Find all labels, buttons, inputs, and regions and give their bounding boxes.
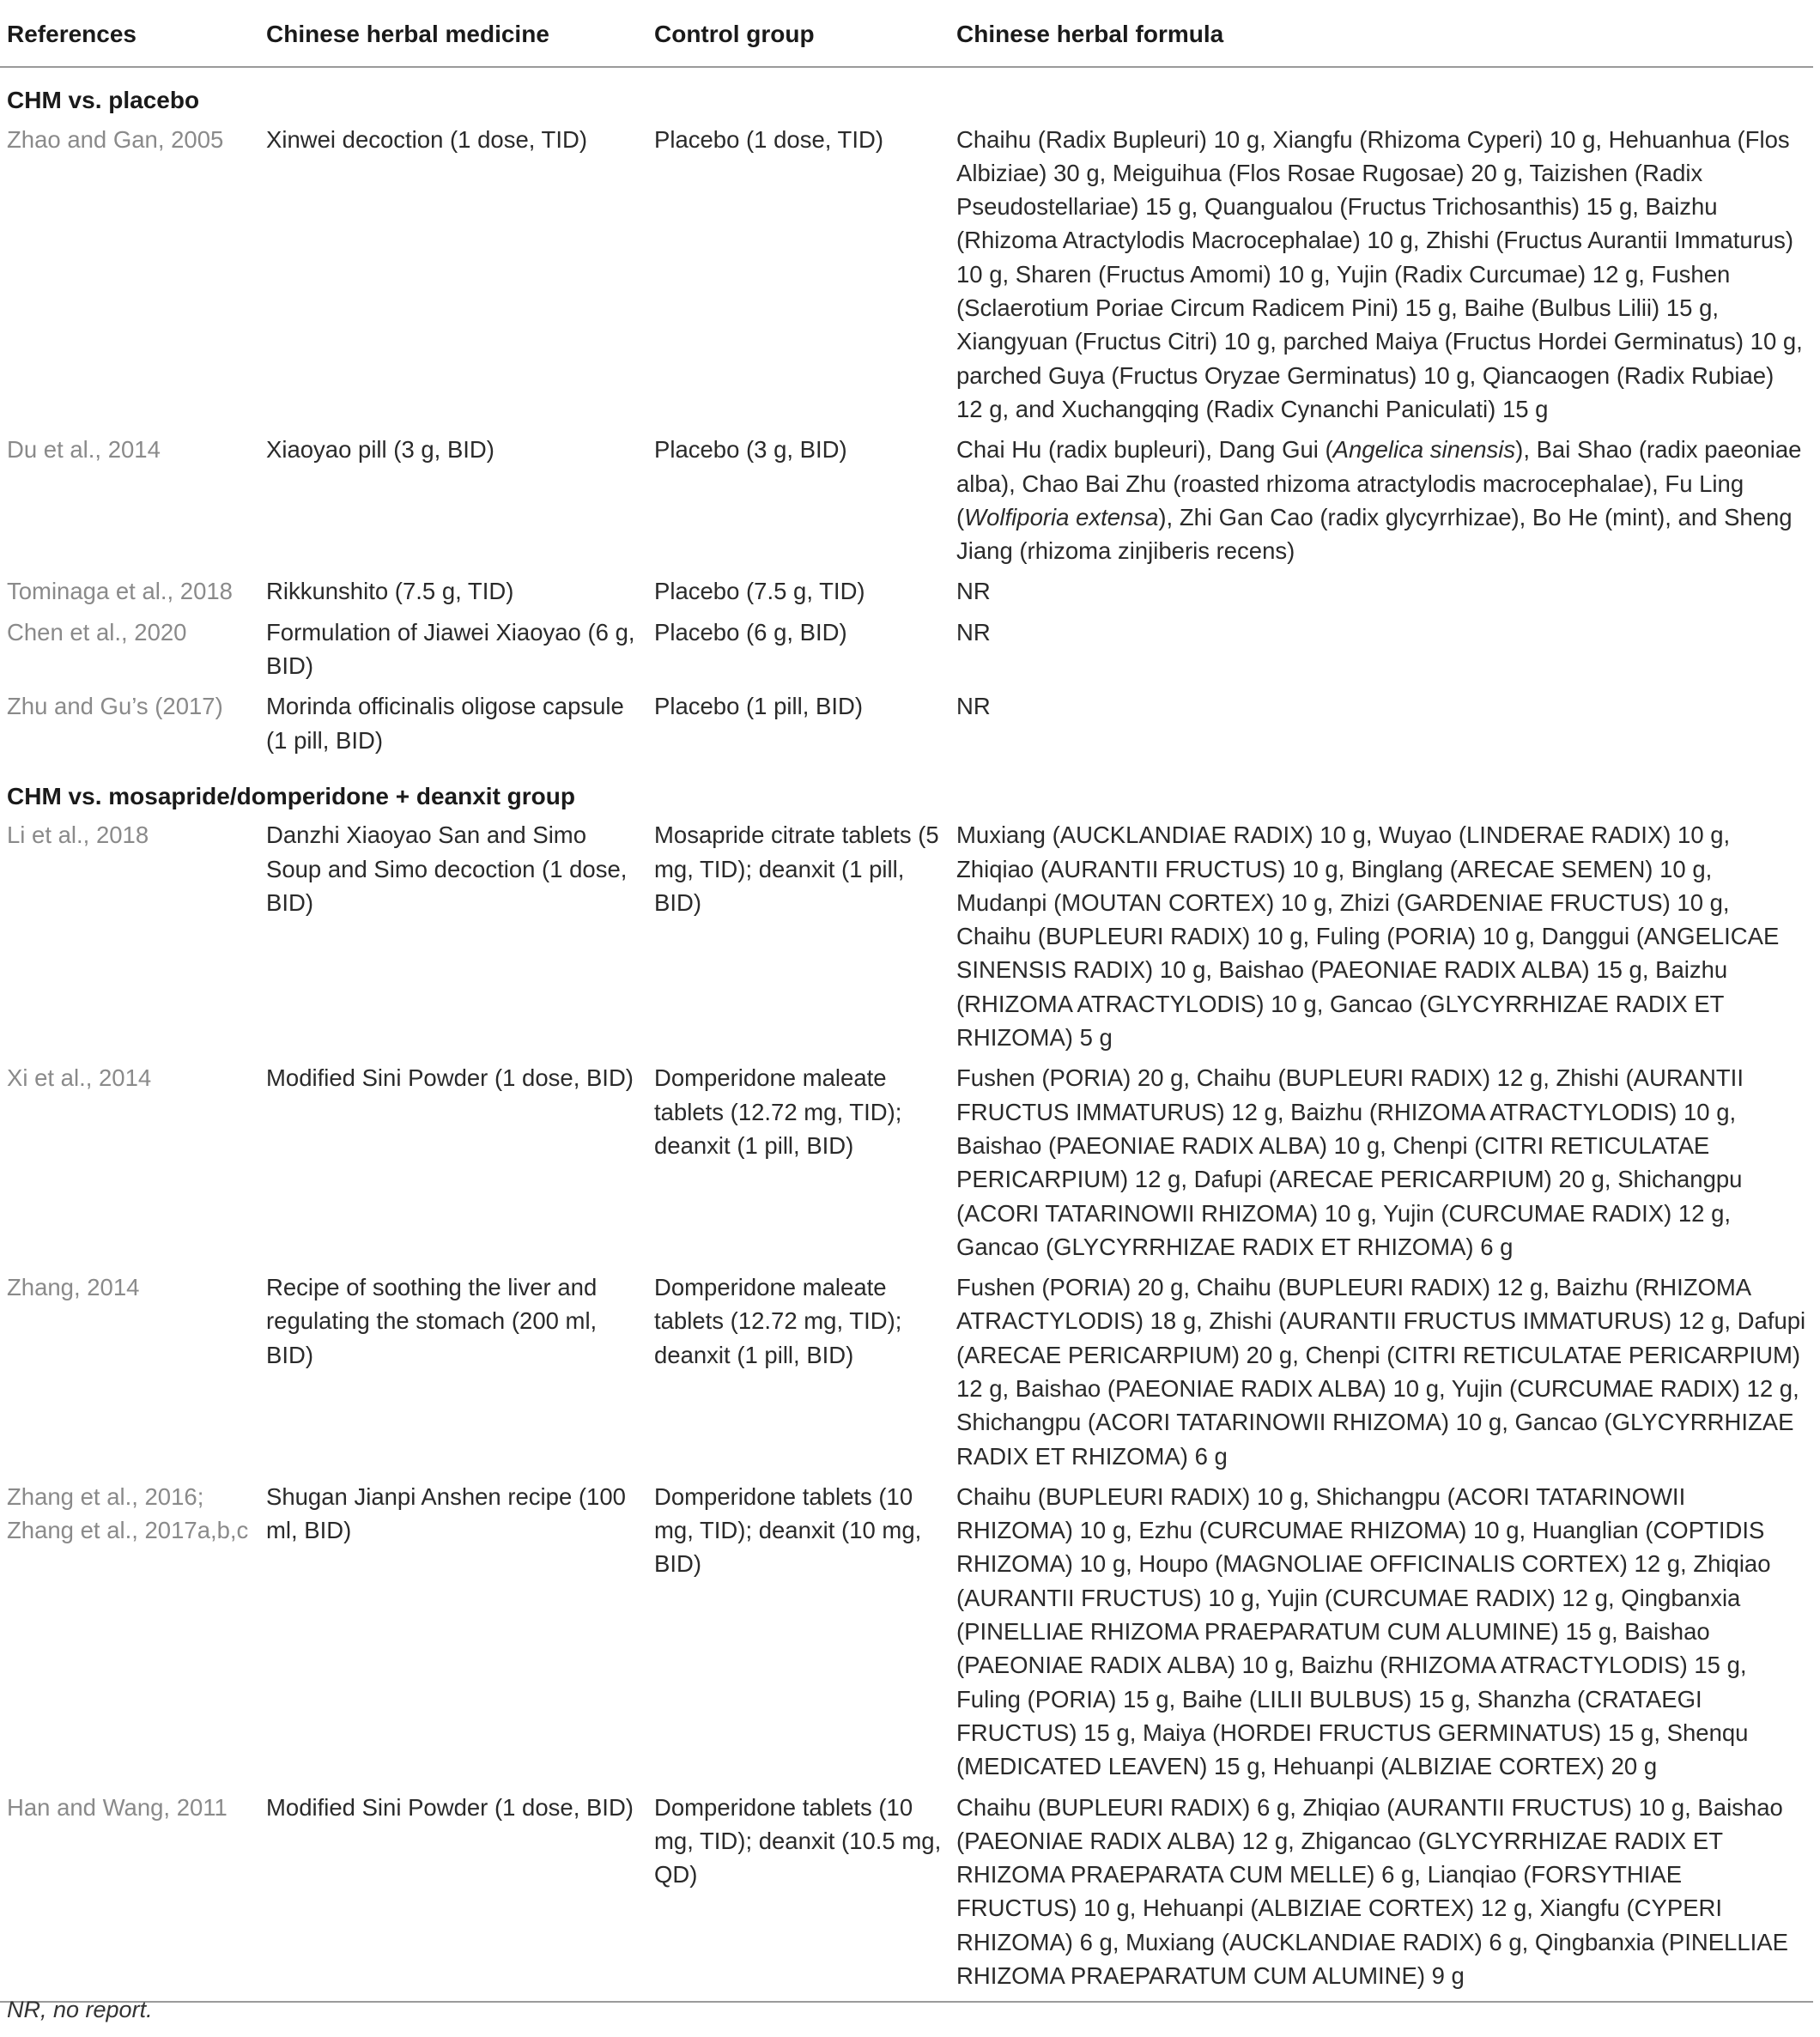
header-control-group: Control group — [647, 0, 949, 67]
table-row — [0, 1791, 1813, 2003]
group-heading-row — [0, 764, 1813, 816]
reference-cell: Li et al., 2018 — [7, 821, 149, 849]
reference-cell: Han and Wang, 2011 — [0, 1791, 259, 2003]
medicine-cell: Rikkunshito (7.5 g, TID) — [266, 578, 514, 605]
formula-text: ), Bai Shao (radix paeoniae alba), Chao Bai Zhu (roasted rhizoma atractylodis macrocephalae), Fu Ling ( — [956, 436, 1802, 530]
table-row — [0, 1061, 1813, 1270]
medicine-cell: Xiaoyao pill (3 g, BID) — [266, 436, 494, 464]
control-cell: Placebo (7.5 g, TID) — [654, 578, 865, 605]
header-chinese-herbal-formula: Chinese herbal formula — [949, 0, 1813, 67]
medicine-cell: Modified Sini Powder (1 dose, BID) — [266, 1064, 634, 1092]
table-footnote: NR, no report. — [7, 1997, 153, 2022]
group-title-chm-vs-mosapride-domperidone-deanxit: CHM vs. mosapride/domperidone + deanxit group — [7, 782, 575, 809]
formula-text: ), Zhi Gan Cao (radix glycyrrhizae), Bo He (mint), and Sheng Jiang (rhizoma zinjiberis recens) — [956, 503, 1793, 565]
control-cell: Placebo (1 pill, BID) — [654, 693, 864, 720]
formula-cell: Chaihu (BUPLEURI RADIX) 6 g, Zhiqiao (AURANTII FRUCTUS) 10 g, Baishao (PAEONIAE RADIX ALBA) 12 g, Zhigancao (GLYCYRRHIZAE RADIX ET RHIZOMA PRAEPARATA CUM MELLE) 6 g, Lianqiao (FORSYTHIAE FRUCTUS) 10 g, Hehuanpi (ALBIZIAE CORTEX) 12 g, Xiangfu (CYPERI RHIZOMA) 6 g, Muxiang (AUCKLANDIAE RADIX) 6 g, Qingbanxia (PINELLIAE RHIZOMA PRAEPARATUM CUM ALUMINE) 9 g — [949, 1791, 1813, 2003]
table-row — [0, 433, 1813, 574]
control-cell: Domperidone maleate tablets (12.72 mg, TID); deanxit (1 pill, BID) — [654, 1274, 902, 1368]
table-header-row — [0, 0, 1813, 67]
table-row — [0, 574, 1813, 615]
medicine-cell: Shugan Jianpi Anshen recipe (100 ml, BID) — [266, 1482, 626, 1544]
formula-cell: Chaihu (BUPLEURI RADIX) 10 g, Shichangpu (ACORI TATARINOWII RHIZOMA) 10 g, Ezhu (CURCUMAE RHIZOMA) 10 g, Huanglian (COPTIDIS RHIZOMA) 10 g, Houpo (MAGNOLIAE OFFICINALIS CORTEX) 12 g, Zhiqiao (AURANTII FRUCTUS) 10 g, Yujin (CURCUMAE RADIX) 12 g, Qingbanxia (PINELLIAE RHIZOMA PRAEPARATUM CUM ALUMINE) 15 g, Baishao (PAEONIAE RADIX ALBA) 10 g, Baizhu (RHIZOMA ATRACTYLODIS) 15 g, Fuling (PORIA) 15 g, Baihe (LILII BULBUS) 15 g, Shanzha (CRATAEGI FRUCTUS) 15 g, Maiya (HORDEI FRUCTUS GERMINATUS) 15 g, Shenqu (MEDICATED LEAVEN) 15 g, Hehuanpi (ALBIZIAE CORTEX) 20 g — [956, 1482, 1771, 1780]
reference-cell: Chen et al., 2020 — [7, 618, 187, 646]
control-cell: Placebo (6 g, BID) — [654, 618, 847, 646]
formula-cell: Chaihu (Radix Bupleuri) 10 g, Xiangfu (Rhizoma Cyperi) 10 g, Hehuanhua (Flos Albiziae) 30 g, Meiguihua (Flos Rosae Rugosae) 20 g, Taizishen (Radix Pseudostellariae) 15 g, Quangualou (Fructus Trichosanthis) 15 g, Baizhu (Rhizoma Atractylodis Macrocephalae) 10 g, Zhishi (Fructus Aurantii Immaturus) 10 g, Sharen (Fructus Amomi) 10 g, Yujin (Radix Curcumae) 12 g, Fushen (Sclaerotium Poriae Circum Radicem Pini) 15 g, Baihe (Bulbus Lilii) 15 g, Xiangyuan (Fructus Citri) 10 g, parched Maiya (Fructus Hordei Germinatus) 10 g, parched Guya (Fructus Oryzae Germinatus) 10 g, Qiancaogen (Radix Rubiae) 12 g, and Xuchangqing (Radix Cynanchi Paniculati) 15 g — [956, 125, 1803, 422]
control-cell: Placebo (3 g, BID) — [654, 436, 847, 464]
control-cell: Mosapride citrate tablets (5 mg, TID); deanxit (1 pill, BID) — [654, 821, 939, 916]
formula-italic-species: Wolfiporia extensa — [964, 503, 1159, 530]
table-row — [0, 816, 1813, 1061]
reference-cell: Xi et al., 2014 — [7, 1064, 152, 1092]
formula-text: Chai Hu (radix bupleuri), Dang Gui ( — [956, 436, 1333, 464]
control-cell: Domperidone tablets (10 mg, TID); deanxit (10.5 mg, QD) — [647, 1791, 949, 2003]
formula-italic-species: Angelica sinensis — [1332, 436, 1516, 464]
medicine-cell: Xinwei decoction (1 dose, TID) — [266, 125, 587, 153]
reference-cell: Du et al., 2014 — [7, 436, 161, 464]
reference-cell: Zhang et al., 2016; Zhang et al., 2017a,b,c — [7, 1482, 249, 1544]
table-row — [0, 689, 1813, 764]
reference-cell: Zhao and Gan, 2005 — [7, 125, 224, 153]
group-heading-row — [0, 67, 1813, 120]
reference-cell: Zhang, 2014 — [7, 1274, 140, 1301]
reference-cell: Tominaga et al., 2018 — [7, 578, 233, 605]
control-cell: Domperidone tablets (10 mg, TID); deanxit (10 mg, BID) — [654, 1482, 922, 1578]
table-row — [0, 1270, 1813, 1480]
formula-cell: Fushen (PORIA) 20 g, Chaihu (BUPLEURI RADIX) 12 g, Baizhu (RHIZOMA ATRACTYLODIS) 18 g, Zhishi (AURANTII FRUCTUS IMMATURUS) 12 g, Dafupi (ARECAE PERICARPIUM) 20 g, Chenpi (CITRI RETICULATAE PERICARPIUM) 12 g, Baishao (PAEONIAE RADIX ALBA) 10 g, Yujin (CURCUMAE RADIX) 12 g, Shichangpu (ACORI TATARINOWII RHIZOMA) 10 g, Gancao (GLYCYRRHIZAE RADIX ET RHIZOMA) 6 g — [956, 1274, 1806, 1470]
medicine-cell: Recipe of soothing the liver and regulating the stomach (200 ml, BID) — [266, 1274, 598, 1368]
group-title-chm-vs-placebo: CHM vs. placebo — [7, 87, 200, 114]
table-row — [0, 1480, 1813, 1791]
medicine-cell: Morinda officinalis oligose capsule (1 pill, BID) — [266, 693, 624, 754]
formula-cell: Fushen (PORIA) 20 g, Chaihu (BUPLEURI RADIX) 12 g, Zhishi (AURANTII FRUCTUS IMMATURUS) 12 g, Baizhu (RHIZOMA ATRACTYLODIS) 10 g, Baishao (PAEONIAE RADIX ALBA) 10 g, Chenpi (CITRI RETICULATAE PERICARPIUM) 12 g, Dafupi (ARECAE PERICARPIUM) 20 g, Shichangpu (ACORI TATARINOWII RHIZOMA) 10 g, Yujin (CURCUMAE RADIX) 12 g, Gancao (GLYCYRRHIZAE RADIX ET RHIZOMA) 6 g — [956, 1064, 1744, 1260]
control-cell: Placebo (1 dose, TID) — [654, 125, 883, 153]
formula-cell — [949, 433, 1813, 574]
table-row — [0, 121, 1813, 433]
medicine-cell: Danzhi Xiaoyao San and Simo Soup and Simo decoction (1 dose, BID) — [266, 821, 628, 916]
reference-cell: Zhu and Gu’s (2017) — [7, 693, 223, 720]
formula-cell: NR — [956, 618, 991, 646]
header-chinese-herbal-medicine: Chinese herbal medicine — [259, 0, 647, 67]
formula-cell: NR — [956, 693, 991, 720]
medicine-cell: Modified Sini Powder (1 dose, BID) — [259, 1791, 647, 2003]
formula-cell: NR — [956, 578, 991, 605]
formula-cell: Muxiang (AUCKLANDIAE RADIX) 10 g, Wuyao (LINDERAE RADIX) 10 g, Zhiqiao (AURANTII FRUCTUS) 10 g, Binglang (ARECAE SEMEN) 10 g, Mudanpi (MOUTAN CORTEX) 10 g, Zhizi (GARDENIAE FRUCTUS) 10 g, Chaihu (BUPLEURI RADIX) 10 g, Fuling (PORIA) 10 g, Danggui (ANGELICAE SINENSIS RADIX) 10 g, Baishao (PAEONIAE RADIX ALBA) 15 g, Baizhu (RHIZOMA ATRACTYLODIS) 10 g, Gancao (GLYCYRRHIZAE RADIX ET RHIZOMA) 5 g — [956, 821, 1780, 1052]
control-cell: Domperidone maleate tablets (12.72 mg, TID); deanxit (1 pill, BID) — [654, 1064, 902, 1159]
header-references: References — [0, 0, 259, 67]
table-row — [0, 615, 1813, 690]
medicine-cell: Formulation of Jiawei Xiaoyao (6 g, BID) — [266, 618, 635, 680]
